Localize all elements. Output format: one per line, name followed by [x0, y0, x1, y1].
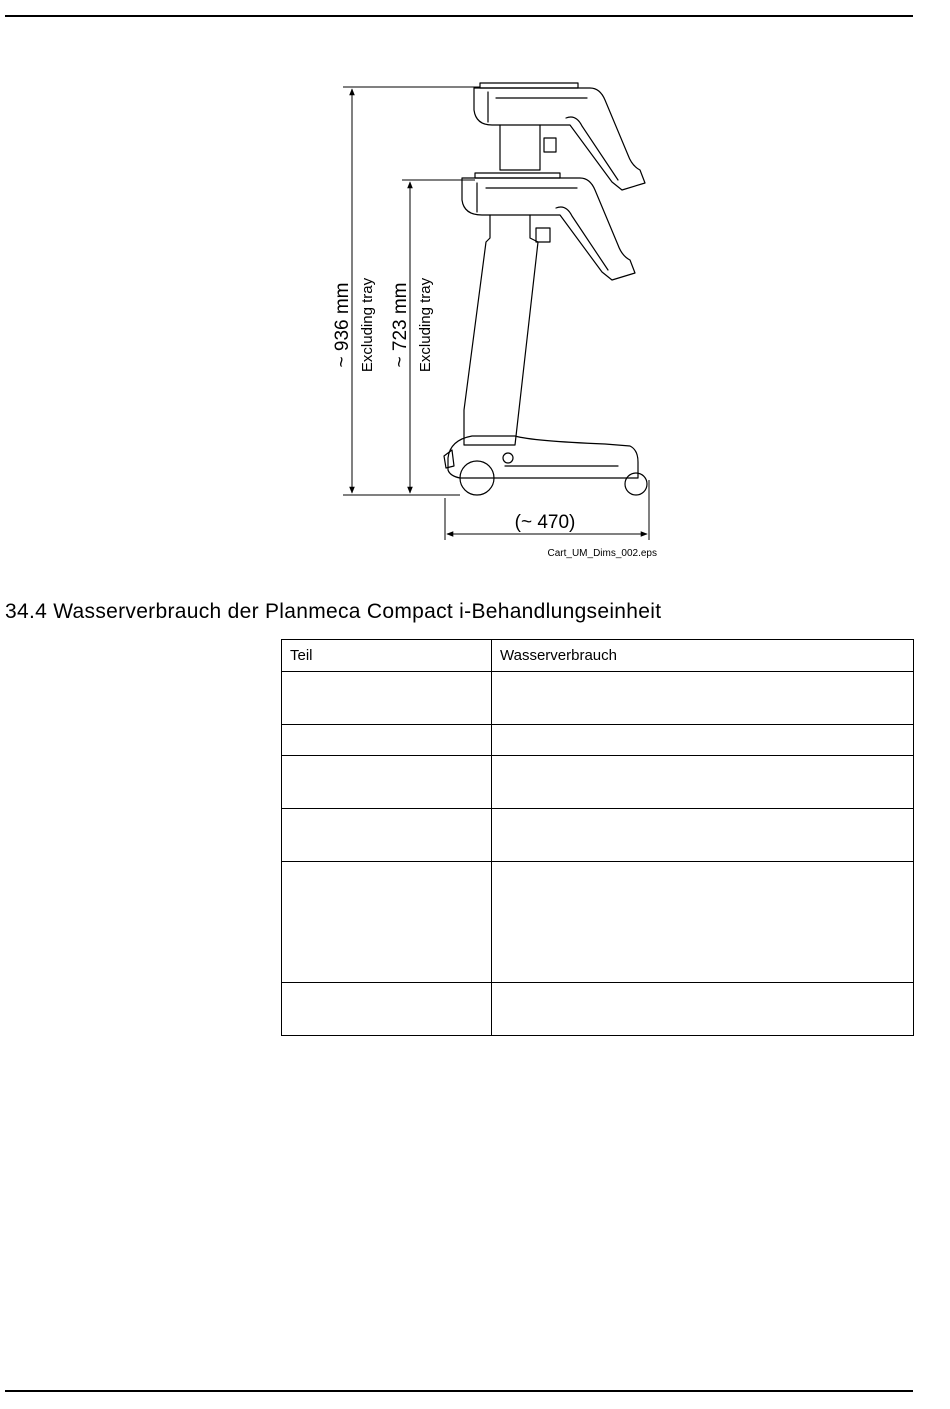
table-cell [282, 983, 492, 1036]
table-cell [492, 983, 914, 1036]
table-cell [492, 809, 914, 862]
water-consumption-table [281, 639, 914, 1036]
table-row [282, 862, 914, 983]
table-row [282, 725, 914, 756]
header-water-consumption: Wasserverbrauch [492, 640, 914, 672]
table-row [282, 809, 914, 862]
height-lower-note: Excluding tray [417, 277, 434, 373]
lower-head-outline [462, 173, 635, 280]
table-cell [282, 756, 492, 809]
table-cell [282, 809, 492, 862]
header-part: Teil [282, 640, 492, 672]
section-heading: 34.4 Wasserverbrauch der Planmeca Compact i-Behandlungseinheit [5, 600, 662, 623]
height-lower-label: ~ 723 mm [390, 282, 411, 368]
column-outline [464, 215, 538, 445]
width-label: (~ 470) [514, 512, 576, 533]
table-row [282, 672, 914, 725]
table-cell [492, 862, 914, 983]
height-total-note: Excluding tray [359, 277, 376, 373]
header-rule [5, 15, 913, 17]
table-cell [492, 756, 914, 809]
table-cell [282, 725, 492, 756]
footer-rule [5, 1390, 913, 1392]
figure-filename: Cart_UM_Dims_002.eps [547, 548, 657, 559]
table-cell [282, 862, 492, 983]
table-header-row [282, 640, 914, 672]
table-cell [282, 672, 492, 725]
table-row [282, 756, 914, 809]
cart-dimension-drawing [300, 70, 700, 570]
height-total-label: ~ 936 mm [332, 282, 353, 368]
table-cell [492, 672, 914, 725]
table-cell [492, 725, 914, 756]
table-row [282, 983, 914, 1036]
